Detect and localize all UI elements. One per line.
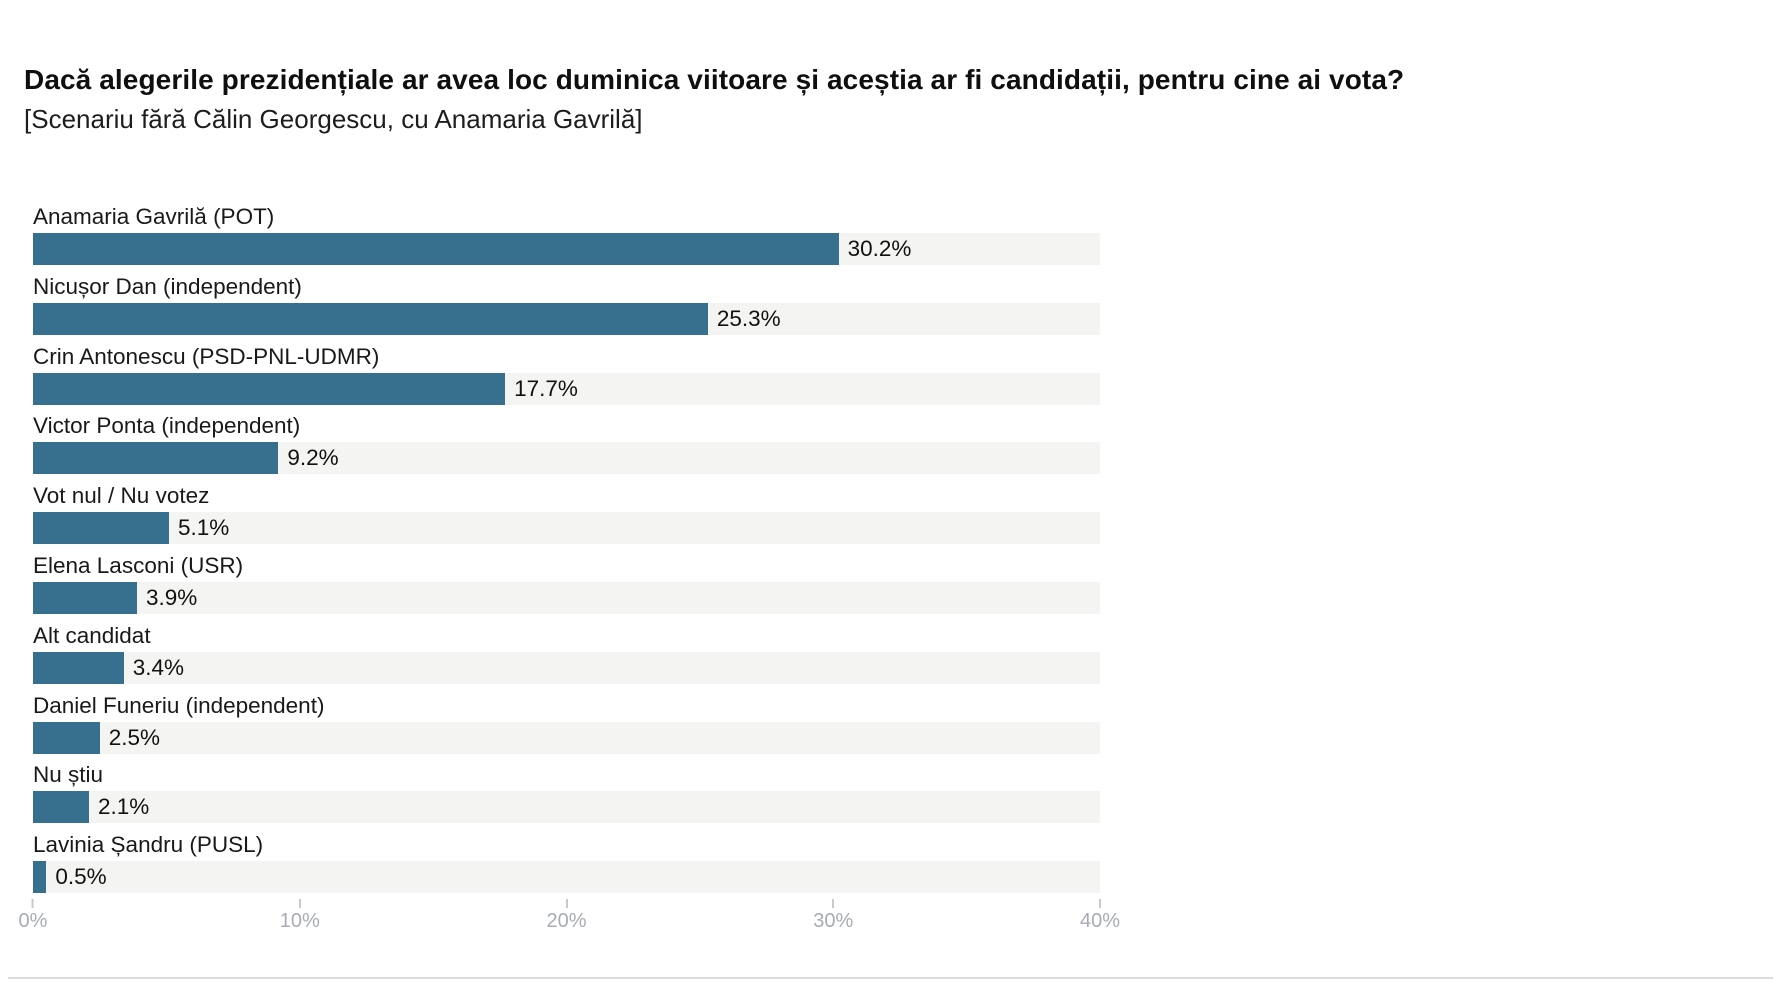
bar-track bbox=[33, 442, 1100, 474]
x-axis bbox=[18, 899, 1121, 941]
bar bbox=[33, 233, 839, 265]
tick-label: 0% bbox=[18, 910, 48, 932]
tick-mark bbox=[832, 899, 834, 908]
category-label: Daniel Funeriu (independent) bbox=[33, 692, 325, 718]
tick-mark bbox=[299, 899, 301, 908]
tick-label: 10% bbox=[279, 910, 320, 932]
bar-chart bbox=[33, 203, 1100, 901]
bar-row bbox=[33, 552, 1100, 622]
bar-row bbox=[33, 831, 1100, 901]
category-label: Nicușor Dan (independent) bbox=[33, 273, 302, 299]
value-label: 2.5% bbox=[108, 724, 160, 750]
bar-row bbox=[33, 203, 1100, 273]
chart-subtitle: [Scenariu fără Călin Georgescu, cu Anamaria Gavrilă] bbox=[24, 104, 643, 134]
tick-mark bbox=[32, 899, 34, 908]
bar-row bbox=[33, 761, 1100, 831]
value-label: 30.2% bbox=[847, 236, 912, 261]
tick-mark bbox=[566, 899, 568, 908]
bar-row bbox=[33, 343, 1100, 413]
bar bbox=[33, 303, 708, 335]
category-label: Elena Lasconi (USR) bbox=[33, 552, 244, 578]
tick-label: 20% bbox=[546, 910, 587, 932]
value-label: 3.9% bbox=[146, 584, 198, 610]
x-axis-tick bbox=[280, 899, 320, 933]
category-label: Vot nul / Nu votez bbox=[33, 483, 210, 509]
x-axis-tick bbox=[546, 899, 586, 933]
value-label: 2.1% bbox=[98, 794, 150, 820]
value-label: 25.3% bbox=[716, 305, 781, 331]
bar-row bbox=[33, 482, 1100, 552]
category-label: Alt candidat bbox=[33, 622, 151, 648]
bar-track bbox=[33, 722, 1100, 754]
bar-track bbox=[33, 373, 1100, 405]
bar bbox=[33, 652, 124, 684]
bar bbox=[33, 861, 46, 893]
bar-row bbox=[33, 412, 1100, 482]
category-label: Nu știu bbox=[33, 762, 104, 788]
bar-track bbox=[33, 512, 1100, 544]
bar-track bbox=[33, 303, 1100, 335]
bar-track bbox=[33, 233, 1100, 265]
value-label: 9.2% bbox=[287, 445, 339, 471]
tick-mark bbox=[1099, 899, 1101, 908]
x-axis-tick bbox=[813, 899, 853, 933]
bar-row bbox=[33, 622, 1100, 692]
chart-title: Dacă alegerile prezidențiale ar avea loc duminica viitoare și aceștia ar fi candidații, pentru cine ai vota? bbox=[24, 64, 1405, 95]
bar-track bbox=[33, 582, 1100, 614]
bar bbox=[33, 791, 89, 823]
bar-track bbox=[33, 861, 1100, 893]
bar bbox=[33, 582, 137, 614]
bar-row bbox=[33, 692, 1100, 762]
bar-track bbox=[33, 791, 1100, 823]
category-label: Victor Ponta (independent) bbox=[33, 413, 301, 439]
category-label: Lavinia Șandru (PUSL) bbox=[33, 832, 264, 858]
value-label: 17.7% bbox=[514, 375, 578, 401]
value-label: 5.1% bbox=[178, 515, 230, 541]
category-label: Crin Antonescu (PSD-PNL-UDMR) bbox=[33, 343, 380, 369]
tick-label: 30% bbox=[813, 910, 854, 932]
bar bbox=[33, 442, 278, 474]
tick-label: 40% bbox=[1079, 910, 1121, 932]
value-label: 0.5% bbox=[55, 864, 107, 890]
bar-row bbox=[33, 273, 1100, 343]
value-label: 3.4% bbox=[132, 654, 184, 680]
category-label: Anamaria Gavrilă (POT) bbox=[33, 204, 275, 229]
bar bbox=[33, 512, 169, 544]
bar-track bbox=[33, 652, 1100, 684]
x-axis-tick bbox=[1080, 899, 1120, 933]
bar bbox=[33, 722, 100, 754]
x-axis-tick bbox=[19, 899, 48, 933]
bar bbox=[33, 373, 505, 405]
bottom-divider bbox=[8, 977, 1773, 979]
